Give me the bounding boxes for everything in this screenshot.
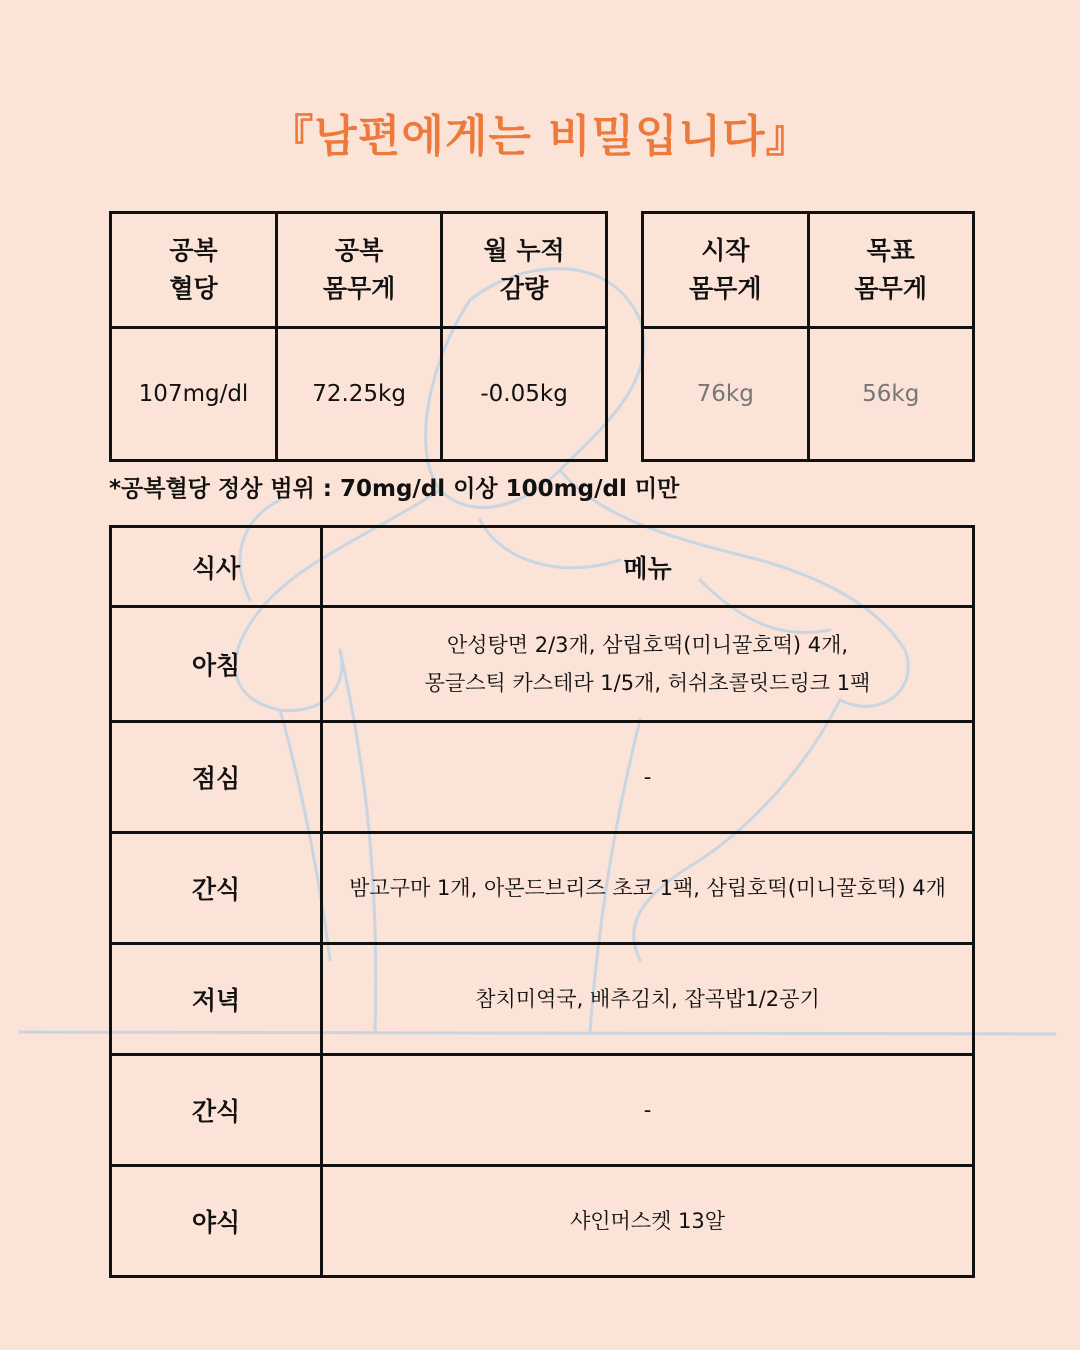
table-row [111,1166,974,1277]
meal-menu: 샤인머스켓 13알 [322,1166,974,1277]
table-row [111,1055,974,1166]
target-header-start-weight: 시작 몸무게 [643,213,809,328]
table-row [111,607,974,722]
target-header-goal-weight: 목표 몸무게 [808,213,974,328]
target-value-start-weight: 76kg [643,328,809,461]
meal-menu: - [322,722,974,833]
menu-column-header: 메뉴 [322,527,974,607]
meal-name: 저녁 [111,944,322,1055]
stat-value-fasting-glucose: 107mg/dl [111,328,277,461]
glucose-range-note: *공복혈당 정상 범위 : 70mg/dl 이상 100mg/dl 미만 [109,476,680,502]
meal-name: 점심 [111,722,322,833]
meal-menu: 밤고구마 1개, 아몬드브리즈 초코 1팩, 삼립호떡(미니꿀호떡) 4개 [322,833,974,944]
target-value-goal-weight: 56kg [808,328,974,461]
stat-header-fasting-weight: 공복 몸무게 [277,213,442,328]
stat-header-fasting-glucose: 공복 혈당 [111,213,277,328]
stat-header-monthly-loss: 월 누적 감량 [442,213,607,328]
stat-value-monthly-loss: -0.05kg [442,328,607,461]
table-row [111,833,974,944]
meal-menu: 참치미역국, 배추김치, 잡곡밥1/2공기 [322,944,974,1055]
stat-value-fasting-weight: 72.25kg [277,328,442,461]
meals-table [109,525,975,1278]
meal-name: 간식 [111,833,322,944]
stats-table [109,211,608,462]
table-row [111,722,974,833]
meal-menu: 안성탕면 2/3개, 삼립호떡(미니꿀호떡) 4개, 몽글스틱 카스테라 1/5개, 허쉬초콜릿드링크 1팩 [322,607,974,722]
table-row [111,944,974,1055]
meal-name: 아침 [111,607,322,722]
meal-name: 야식 [111,1166,322,1277]
meal-name: 간식 [111,1055,322,1166]
targets-table [641,211,975,462]
meal-menu: - [322,1055,974,1166]
page-title: 『남편에게는 비밀입니다』 [269,111,811,162]
meal-column-header: 식사 [111,527,322,607]
